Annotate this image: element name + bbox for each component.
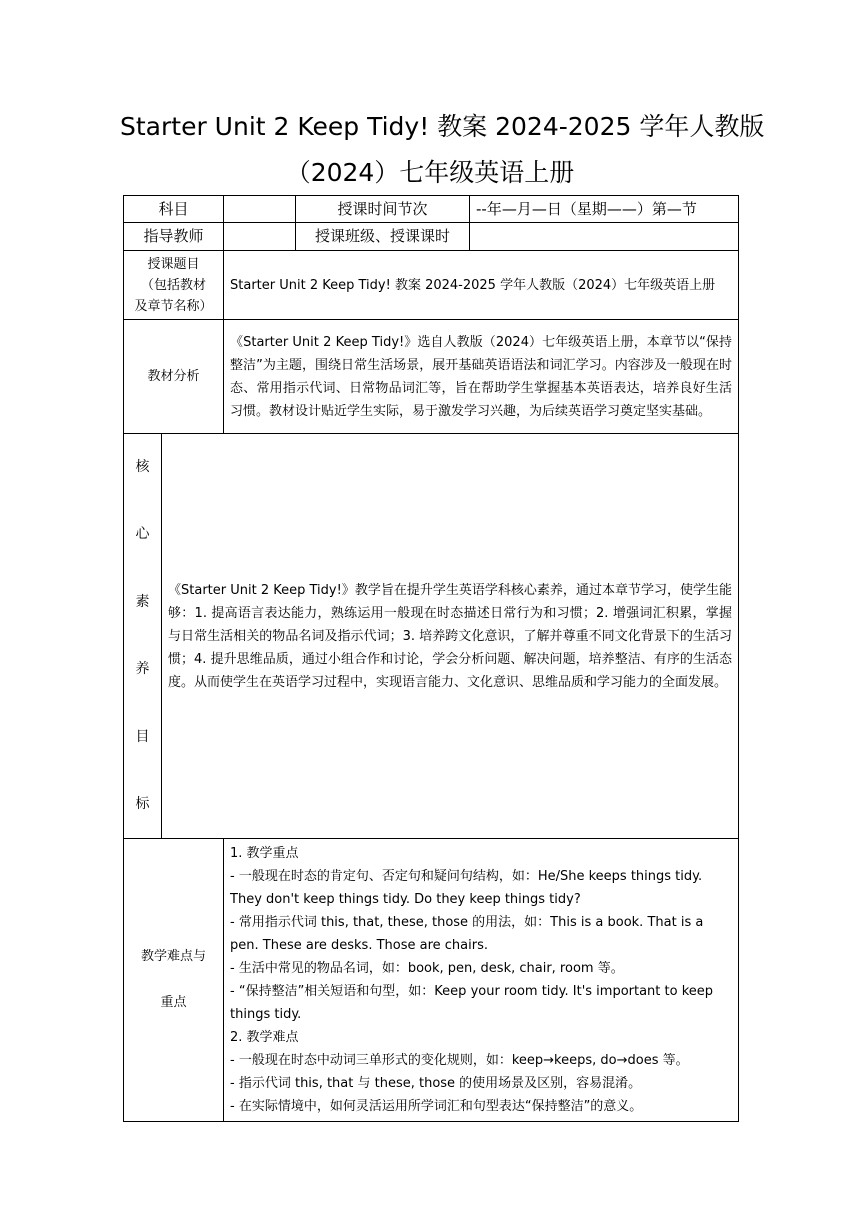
- topic-label-line-1: 授课题目: [147, 256, 200, 272]
- core-value: 《Starter Unit 2 Keep Tidy!》教学旨在提升学生英语学科核心素养，通过本章节学习，使学生能够：1. 提高语言表达能力，熟练运用一般现在时态描述日常行为和习惯；2. 增强词汇积累，掌握与日常生活相关的物品名词及指示代词；3. 培养跨文化意识，了解并尊重不同文化背景下的生活习惯；4. 提升思维品质，通过小组合作和讨论，学会分析问题、解决问题，培养整洁、有序的生活态度。从而使学生在英语学习过程中，实现语言能力、文化意识、思维品质和学习能力的全面发展。: [162, 434, 739, 839]
- title-line-1: Starter Unit 2 Keep Tidy! 教案 2024-2025 学年人教版: [120, 112, 765, 141]
- core-label-char: 目: [135, 728, 150, 745]
- class-label: 授课班级、授课课时: [296, 223, 470, 251]
- time-value: --年—月—日（星期——）第—节: [470, 196, 739, 223]
- lesson-plan-table: [123, 195, 739, 1122]
- key-point-line: - 指示代词 this, that 与 these, those 的使用场景及区别，容易混淆。: [230, 1076, 642, 1092]
- core-label-char: 核: [135, 459, 150, 475]
- topic-value: Starter Unit 2 Keep Tidy! 教案 2024-2025 学年人教版（2024）七年级英语上册: [224, 251, 739, 320]
- subject-value: [224, 196, 296, 223]
- key-points-label-line-1: 教学难点与: [141, 949, 207, 965]
- core-label-char: 标: [135, 796, 150, 813]
- key-point-line: - 一般现在时态的肯定句、否定句和疑问句结构，如：He/She keeps things tidy. They don't keep things tidy. Do they keep things tidy?: [230, 869, 703, 908]
- key-point-line: 2. 教学难点: [230, 1030, 299, 1046]
- table-row-analysis: [124, 320, 739, 434]
- key-points-value: [224, 839, 739, 1122]
- key-points-label: [124, 839, 224, 1122]
- key-points-label-line-2: 重点: [160, 995, 187, 1011]
- key-point-line: - 常用指示代词 this, that, these, those 的用法，如：This is a book. That is a pen. These are desks. Those are chairs.: [230, 915, 704, 954]
- analysis-value: 《Starter Unit 2 Keep Tidy!》选自人教版（2024）七年级英语上册，本章节以“保持整洁”为主题，围绕日常生活场景，展开基础英语语法和词汇学习。内容涉及一般现在时态、常用指示代词、日常物品词汇等，旨在帮助学生掌握基本英语表达，培养良好生活习惯。教材设计贴近学生实际，易于激发学习兴趣，为后续英语学习奠定坚实基础。: [224, 320, 739, 434]
- time-label: 授课时间节次: [296, 196, 470, 223]
- class-value: [470, 223, 739, 251]
- analysis-label: 教材分析: [124, 320, 224, 434]
- core-label-char: 素: [135, 593, 150, 610]
- core-label-char: 心: [135, 526, 150, 543]
- core-label: [124, 434, 162, 839]
- topic-label-line-2: （包括教材: [141, 277, 207, 293]
- table-row-topic: [124, 251, 739, 320]
- topic-label-line-3: 及章节名称）: [134, 298, 213, 314]
- key-point-line: - 生活中常见的物品名词，如：book, pen, desk, chair, room 等。: [230, 961, 624, 977]
- key-point-line: 1. 教学重点: [230, 846, 299, 862]
- topic-label: [124, 251, 224, 320]
- key-point-line: - 在实际情境中，如何灵活运用所学词汇和句型表达“保持整洁”的意义。: [230, 1099, 643, 1115]
- document-title: [120, 104, 765, 196]
- table-row-key-points: [124, 839, 739, 1122]
- key-point-line: - “保持整洁”相关短语和句型，如：Keep your room tidy. It's important to keep things tidy.: [230, 984, 714, 1023]
- subject-label: 科目: [124, 196, 224, 223]
- table-row-core: [124, 434, 739, 839]
- teacher-label: 指导教师: [124, 223, 224, 251]
- core-label-char: 养: [135, 661, 150, 678]
- table-row-subject: [124, 196, 739, 223]
- title-line-2: （2024）七年级英语上册: [285, 158, 575, 187]
- teacher-value: [224, 223, 296, 251]
- key-point-line: - 一般现在时态中动词三单形式的变化规则，如：keep→keeps, do→does 等。: [230, 1053, 689, 1069]
- table-row-teacher: [124, 223, 739, 251]
